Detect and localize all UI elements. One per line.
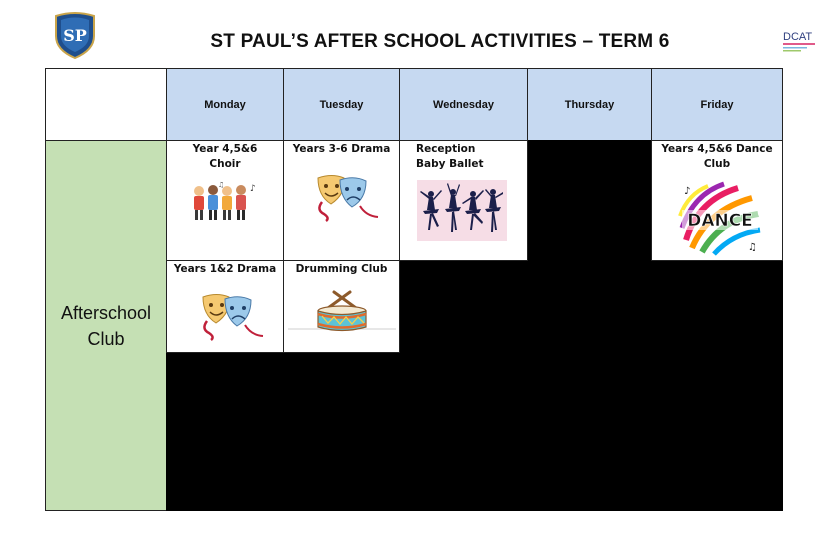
- svg-text:♪: ♪: [684, 186, 691, 197]
- crest-letters: SP: [63, 26, 87, 45]
- activity-label: Year 4,5&6 Choir: [192, 143, 258, 170]
- svg-text:♪: ♪: [250, 184, 256, 194]
- day-header-thursday: Thursday: [527, 68, 652, 141]
- choir-singers-icon: [190, 181, 260, 223]
- day-header-wednesday: Wednesday: [399, 68, 528, 141]
- activity-cell-wednesday-ballet: [399, 140, 528, 261]
- row-header-afterschool-club: [45, 140, 167, 511]
- theatre-masks-icon: [314, 172, 380, 222]
- activity-label: Years 3-6 Drama: [292, 143, 391, 155]
- activity-label: Reception Baby Ballet: [416, 143, 484, 170]
- ballet-dancers-icon: [417, 180, 507, 241]
- theatre-masks-icon: [199, 291, 265, 341]
- activity-cell-monday-drama: [166, 260, 284, 353]
- page-title: ST PAUL’S AFTER SCHOOL ACTIVITIES – TERM 6: [210, 31, 670, 52]
- activities-timetable: [45, 68, 783, 511]
- activity-cell-monday-choir: [166, 140, 284, 261]
- activity-cell-tuesday-drama: [283, 140, 400, 261]
- corner-cell: [45, 68, 167, 141]
- activity-label: Years 4,5&6 Dance Club: [661, 143, 773, 170]
- svg-text:DANCE: DANCE: [687, 211, 753, 231]
- trust-logo: [783, 28, 823, 54]
- svg-text:♫: ♫: [748, 242, 757, 253]
- activity-label: Drumming Club: [295, 263, 388, 275]
- day-header-monday: Monday: [166, 68, 284, 141]
- school-crest-logo: [52, 10, 98, 60]
- activity-cell-friday-dance: [651, 140, 783, 261]
- dance-word-art-icon: [678, 180, 762, 256]
- day-header-tuesday: Tuesday: [283, 68, 400, 141]
- drum-icon: [288, 290, 396, 336]
- trust-logo-text: DCAT: [783, 31, 813, 43]
- activity-label: Years 1&2 Drama: [173, 263, 277, 275]
- svg-text:♫: ♫: [218, 181, 225, 189]
- day-header-friday: Friday: [651, 68, 783, 141]
- activity-cell-tuesday-drumming: [283, 260, 400, 353]
- row-header-label: Afterschool Club: [60, 302, 152, 349]
